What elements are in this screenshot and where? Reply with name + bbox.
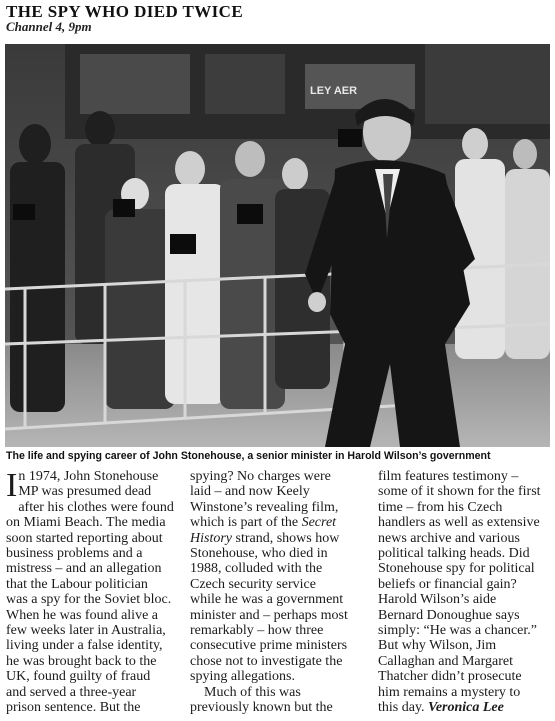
photo-caption: The life and spying career of John Stonehouse, a senior minister in Harold Wilson’s government	[6, 450, 491, 462]
text-line: news archive and various	[378, 530, 520, 546]
text-fragment: this day.	[378, 700, 429, 716]
text-line: spying? No charges were	[190, 469, 331, 484]
text-line: time – from his Czech	[378, 499, 503, 515]
text-line: simply: “He was a chancer.”	[378, 623, 537, 639]
text-line: minister and – perhaps most	[190, 607, 348, 623]
text-line: that the Labour politician	[6, 576, 148, 592]
article-column-2	[190, 469, 368, 716]
text-line: after his clothes were found	[18, 499, 174, 515]
text-line: living under a false identity,	[6, 638, 163, 654]
headline: THE SPY WHO DIED TWICE	[6, 2, 244, 21]
text-line: mistress – and an allegation	[6, 561, 162, 577]
text-line	[378, 700, 553, 715]
text-line: UK, found guilty of fraud	[6, 669, 151, 685]
text-line: Much of this was	[204, 684, 301, 700]
text-line	[190, 515, 368, 530]
text-line: Bernard Donoughue says	[378, 607, 520, 623]
text-line: prison sentence. But the	[6, 700, 141, 716]
text-line: handlers as well as extensive	[378, 515, 540, 531]
italic-fragment: Secret	[301, 515, 337, 531]
text-line: film features testimony –	[378, 469, 519, 484]
text-line: previously known but the	[190, 700, 333, 716]
text-line: But why Wilson, Jim	[378, 638, 497, 654]
press-photo	[5, 44, 550, 447]
text-line: some of it shown for the first	[378, 484, 541, 500]
photo-illustration-icon	[5, 44, 550, 447]
article-column-3	[378, 469, 553, 716]
text-line: Callaghan and Margaret	[378, 653, 514, 669]
italic-fragment: History	[190, 530, 232, 546]
airport-sign: LEY AER	[310, 85, 358, 97]
text-fragment: strand, shows how	[232, 530, 340, 546]
text-line: Stonehouse, who died in	[190, 546, 328, 562]
text-line: Harold Wilson’s aide	[378, 592, 497, 608]
text-fragment: which is part of the	[190, 515, 302, 531]
text-line: he was brought back to the	[6, 653, 157, 669]
text-line: business problems and a	[6, 546, 143, 562]
text-line: few weeks later in Australia,	[6, 623, 166, 639]
text-line: and served a three-year	[6, 684, 137, 700]
text-line: MP was presumed dead	[18, 484, 152, 500]
text-line: soon started reporting about	[6, 530, 163, 546]
text-line: on Miami Beach. The media	[6, 515, 166, 531]
text-line: was a spy for the Soviet bloc.	[6, 592, 172, 608]
text-line: beliefs or financial gain?	[378, 576, 517, 592]
text-line: n 1974, John Stonehouse	[18, 469, 159, 484]
text-line: political talking heads. Did	[378, 546, 530, 562]
author-byline: Veronica Lee	[428, 700, 504, 716]
text-line: Czech security service	[190, 576, 316, 592]
text-line: chose not to investigate the	[190, 653, 343, 669]
text-line: Stonehouse spy for political	[378, 561, 535, 577]
channel-time: Channel 4, 9pm	[6, 19, 92, 34]
text-line: him remains a mystery to	[378, 684, 521, 700]
text-line: consecutive prime ministers	[190, 638, 348, 654]
text-line: 1988, colluded with the	[190, 561, 323, 577]
text-line: Winstone’s revealing film,	[190, 499, 339, 515]
text-line	[190, 531, 368, 546]
text-line: When he was found alive a	[6, 607, 158, 623]
article-column-1	[6, 469, 184, 716]
text-line: laid – and now Keely	[190, 484, 310, 500]
drop-cap: I	[6, 467, 18, 504]
text-line: while he was a government	[190, 592, 344, 608]
text-line: Thatcher didn’t prosecute	[378, 669, 522, 685]
text-line: remarkably – how three	[190, 623, 324, 639]
text-line: spying allegations.	[190, 669, 295, 685]
